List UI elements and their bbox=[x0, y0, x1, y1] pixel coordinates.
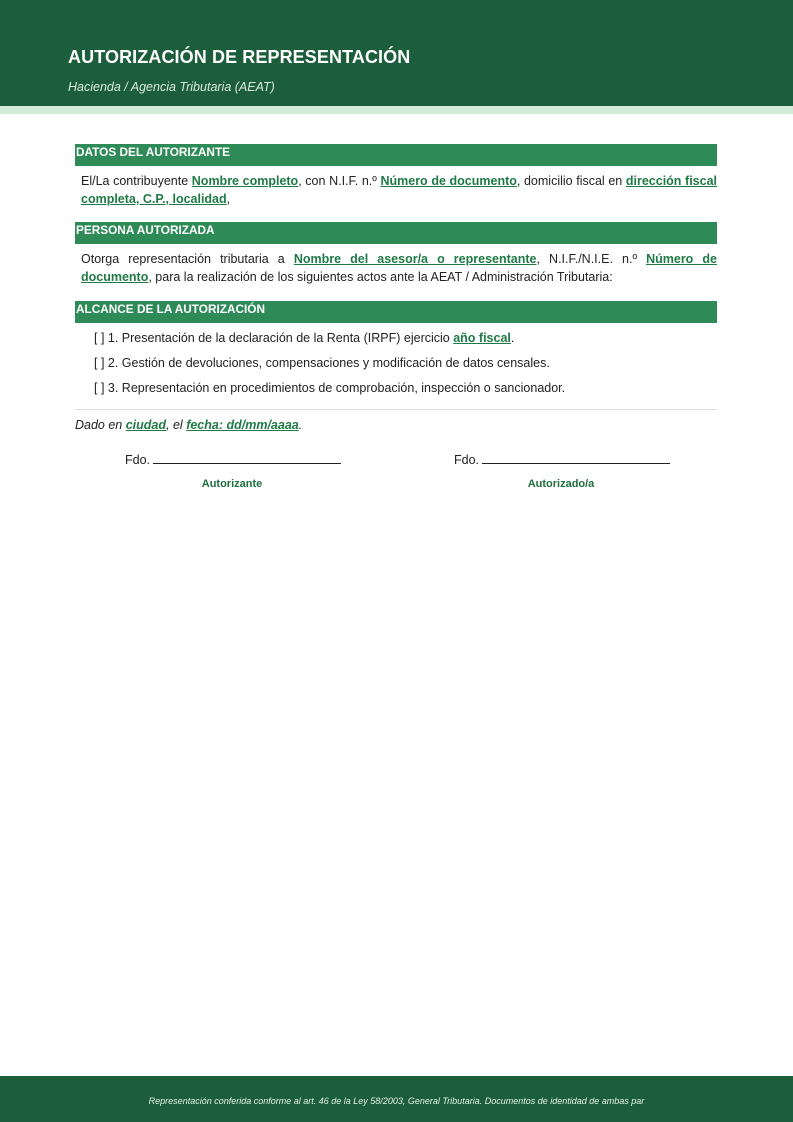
static-text: El/La contribuyente bbox=[81, 174, 192, 188]
divider bbox=[75, 409, 717, 410]
field-domicilio-fiscal[interactable]: dirección fiscal completa, C.P., localidad bbox=[81, 174, 718, 206]
autorizante-paragraph bbox=[75, 166, 717, 222]
field-nombre-representante[interactable]: Nombre del asesor/a o representante bbox=[293, 252, 537, 266]
static-text: Dado en bbox=[75, 418, 126, 432]
section-heading-alcance: ALCANCE DE LA AUTORIZACIÓN bbox=[75, 301, 717, 323]
document-title: AUTORIZACIÓN DE REPRESENTACIÓN bbox=[68, 47, 411, 67]
static-text: , el bbox=[166, 418, 187, 432]
header-accent-stripe bbox=[0, 106, 793, 114]
signature-prefix: Fdo. bbox=[454, 453, 480, 467]
field-numero-documento-representante[interactable]: Número de documento bbox=[81, 252, 717, 284]
item-text: [ ] 3. Representación en procedimientos de comprobación, inspección o sancionador. bbox=[94, 381, 566, 395]
static-text: , bbox=[226, 192, 231, 206]
static-text: , domicilio fiscal en bbox=[516, 174, 626, 188]
place-date-line bbox=[75, 418, 717, 432]
section-heading-persona-autorizada: PERSONA AUTORIZADA bbox=[75, 222, 717, 244]
static-text: Otorga representación tributaria a bbox=[81, 252, 294, 266]
item-text: [ ] 1. Presentación de la declaración de la Renta (IRPF) ejercicio bbox=[94, 331, 454, 345]
static-text: . bbox=[298, 418, 303, 432]
signature-label-autorizante: Autorizante bbox=[201, 478, 263, 490]
signature-autorizante bbox=[125, 452, 341, 467]
footer-legal-text: Representación conferida conforme al art. 46 de la Ley 58/2003, General Tributaria. Documentos de identidad de ambas par bbox=[148, 1096, 645, 1106]
signature-line-autorizado[interactable] bbox=[482, 452, 670, 464]
alcance-item-1[interactable] bbox=[94, 329, 717, 347]
static-text: , con N.I.F. n.º bbox=[298, 174, 381, 188]
document-subtitle: Hacienda / Agencia Tributaria (AEAT) bbox=[68, 80, 275, 94]
field-ciudad[interactable]: ciudad bbox=[125, 418, 167, 432]
alcance-item-3[interactable] bbox=[94, 379, 717, 397]
section-heading-autorizante: DATOS DEL AUTORIZANTE bbox=[75, 144, 717, 166]
alcance-list bbox=[75, 323, 717, 397]
alcance-item-2[interactable] bbox=[94, 354, 717, 372]
signature-label-autorizado: Autorizado/a bbox=[527, 478, 595, 490]
persona-autorizada-paragraph bbox=[75, 244, 717, 301]
item-suffix: . bbox=[510, 331, 515, 345]
static-text: , N.I.F./N.I.E. n.º bbox=[536, 252, 647, 266]
signature-line-autorizante[interactable] bbox=[153, 452, 341, 464]
field-fecha[interactable]: fecha: dd/mm/aaaa bbox=[186, 418, 299, 432]
item-text: [ ] 2. Gestión de devoluciones, compensaciones y modificación de datos censales. bbox=[94, 356, 550, 370]
field-numero-documento[interactable]: Número de documento bbox=[380, 174, 517, 188]
field-ano-fiscal[interactable]: año fiscal bbox=[453, 331, 511, 345]
signature-autorizado bbox=[454, 452, 670, 467]
signature-prefix: Fdo. bbox=[125, 453, 151, 467]
field-nombre-completo[interactable]: Nombre completo bbox=[191, 174, 299, 188]
document-header bbox=[0, 0, 793, 106]
document-body bbox=[75, 144, 717, 432]
static-text: , para la realización de los siguientes actos ante la AEAT / Administración Tributaria: bbox=[148, 270, 613, 284]
document-footer bbox=[0, 1076, 793, 1122]
